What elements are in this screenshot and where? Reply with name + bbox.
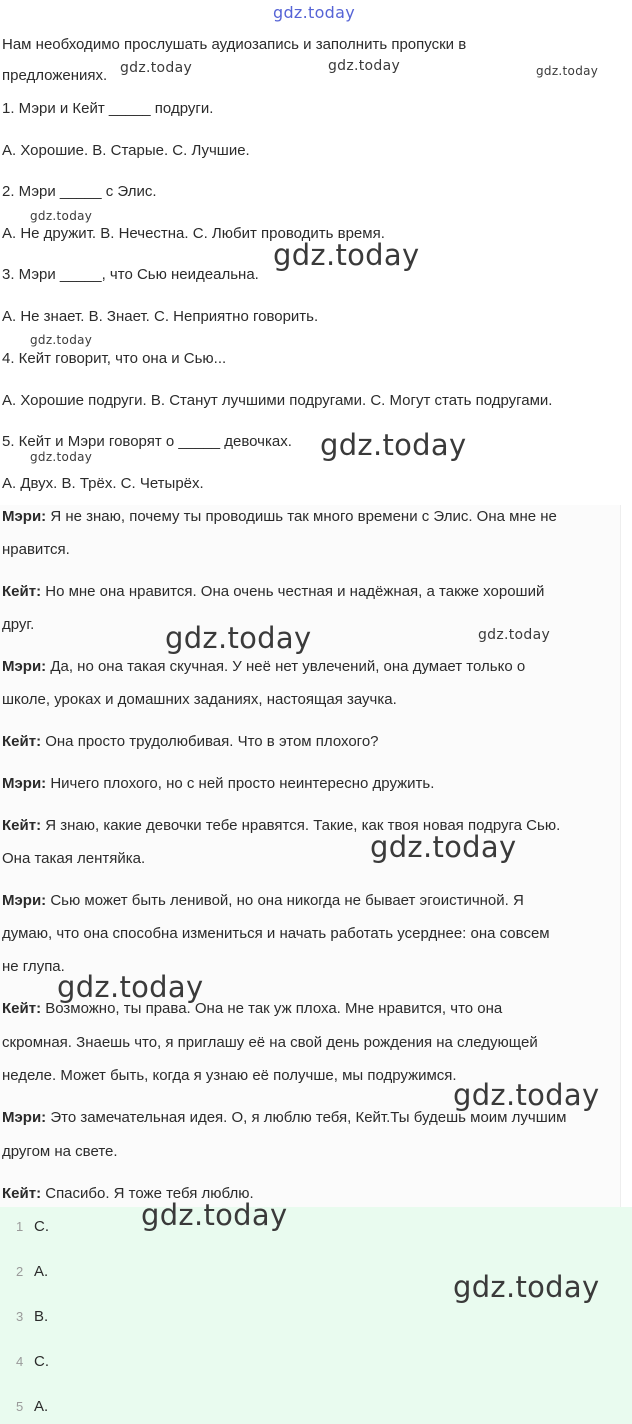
answer-value: C.	[34, 1353, 49, 1370]
watermark: gdz.today	[328, 58, 401, 74]
watermark: gdz.today	[320, 428, 467, 462]
speaker-kate: Кейт:	[2, 1185, 42, 1202]
question-5: 5. Кейт и Мэри говорят о _____ девочках.	[2, 433, 292, 450]
watermark: gdz.today	[453, 1270, 600, 1304]
options-3: A. Не знает. B. Знает. C. Неприятно говорить.	[2, 308, 319, 325]
intro-text-line-2: предложениях.	[2, 67, 108, 84]
watermark: gdz.today	[478, 627, 551, 643]
dialog-line	[2, 732, 379, 752]
question-1: 1. Мэри и Кейт _____ подруги.	[2, 100, 214, 117]
watermark: gdz.today	[120, 60, 193, 76]
dialog-line: неделе. Может быть, когда я узнаю её получше, мы подружимся.	[2, 1067, 457, 1084]
answer-number: 3	[16, 1309, 24, 1324]
watermark: gdz.today	[273, 238, 420, 272]
dialog-text: Спасибо. Я тоже тебя люблю.	[41, 1185, 254, 1202]
dialog-line: Она такая лентяйка.	[2, 850, 146, 867]
dialog-text: Я не знаю, почему ты проводишь так много времени с Элис. Она мне не	[46, 508, 557, 525]
watermark: gdz.today	[57, 970, 204, 1004]
answer-item	[16, 1352, 49, 1372]
speaker-mary: Мэри:	[2, 775, 47, 792]
dialog-line: думаю, что она способна измениться и начать работать усерднее: она совсем	[2, 925, 550, 942]
dialog-text: Я знаю, какие девочки тебе нравятся. Такие, как твоя новая подруга Сью.	[41, 817, 561, 834]
dialog-line	[2, 657, 525, 677]
watermark: gdz.today	[536, 64, 599, 78]
dialog-text: Но мне она нравится. Она очень честная и надёжная, а также хороший	[41, 583, 545, 600]
speaker-kate: Кейт:	[2, 733, 42, 750]
answers-list	[0, 1207, 632, 1424]
dialog-line: другом на свете.	[2, 1143, 118, 1160]
answer-number: 5	[16, 1399, 24, 1414]
question-2: 2. Мэри _____ с Элис.	[2, 183, 157, 200]
dialog-text: Это замечательная идея. О, я люблю тебя, Кейт.Ты будешь моим лучшим	[46, 1109, 567, 1126]
watermark: gdz.today	[30, 450, 93, 464]
watermark: gdz.today	[165, 621, 312, 655]
dialog-text: Она просто трудолюбивая. Что в этом плохого?	[41, 733, 379, 750]
dialog-text: Да, но она такая скучная. У неё нет увлечений, она думает только о	[46, 658, 526, 675]
answer-value: A.	[34, 1263, 49, 1280]
dialog-text: Возможно, ты права. Она не так уж плоха. Мне нравится, что она	[41, 1000, 503, 1017]
question-4: 4. Кейт говорит, что она и Сью...	[2, 350, 227, 367]
dialog-line	[2, 507, 557, 527]
dialog-line	[2, 774, 434, 794]
dialog-text: Ничего плохого, но с ней просто неинтересно дружить.	[46, 775, 435, 792]
options-4: A. Хорошие подруги. B. Станут лучшими подругами. C. Могут стать подругами.	[2, 392, 553, 409]
answer-item	[16, 1217, 49, 1237]
options-2: A. Не дружит. B. Нечестна. C. Любит проводить время.	[2, 225, 385, 242]
watermark: gdz.today	[30, 209, 93, 223]
dialog-line	[2, 891, 524, 911]
dialog-line: не глупа.	[2, 958, 65, 975]
speaker-mary: Мэри:	[2, 508, 47, 525]
watermark: gdz.today	[30, 333, 93, 347]
speaker-kate: Кейт:	[2, 817, 42, 834]
options-1: A. Хорошие. B. Старые. C. Лучшие.	[2, 142, 250, 159]
dialog-line: друг.	[2, 616, 35, 633]
answer-value: A.	[34, 1398, 49, 1415]
answer-value: C.	[34, 1218, 49, 1235]
site-logo: gdz.today	[273, 3, 355, 22]
watermark: gdz.today	[141, 1198, 288, 1232]
answer-number: 4	[16, 1354, 24, 1369]
dialog-line: школе, уроках и домашних заданиях, настоящая заучка.	[2, 691, 397, 708]
answer-value: B.	[34, 1308, 49, 1325]
dialog-text: Сью может быть ленивой, но она никогда не бывает эгоистичной. Я	[46, 892, 524, 909]
dialog-line	[2, 582, 544, 602]
watermark: gdz.today	[453, 1078, 600, 1112]
dialog-line: скромная. Знаешь что, я приглашу её на свой день рождения на следующей	[2, 1034, 538, 1051]
intro-text-line-1: Нам необходимо прослушать аудиозапись и заполнить пропуски в	[2, 36, 467, 53]
speaker-mary: Мэри:	[2, 892, 47, 909]
answer-item	[16, 1307, 48, 1327]
question-3: 3. Мэри _____, что Сью неидеальна.	[2, 266, 259, 283]
speaker-mary: Мэри:	[2, 1109, 47, 1126]
watermark: gdz.today	[370, 830, 517, 864]
speaker-kate: Кейт:	[2, 583, 42, 600]
dialog-line: нравится.	[2, 541, 70, 558]
options-5: A. Двух. B. Трёх. C. Четырёх.	[2, 475, 204, 492]
speaker-mary: Мэри:	[2, 658, 47, 675]
answer-item	[16, 1262, 48, 1282]
answer-number: 1	[16, 1219, 24, 1234]
speaker-kate: Кейт:	[2, 1000, 42, 1017]
answer-item	[16, 1397, 48, 1417]
answer-number: 2	[16, 1264, 24, 1279]
